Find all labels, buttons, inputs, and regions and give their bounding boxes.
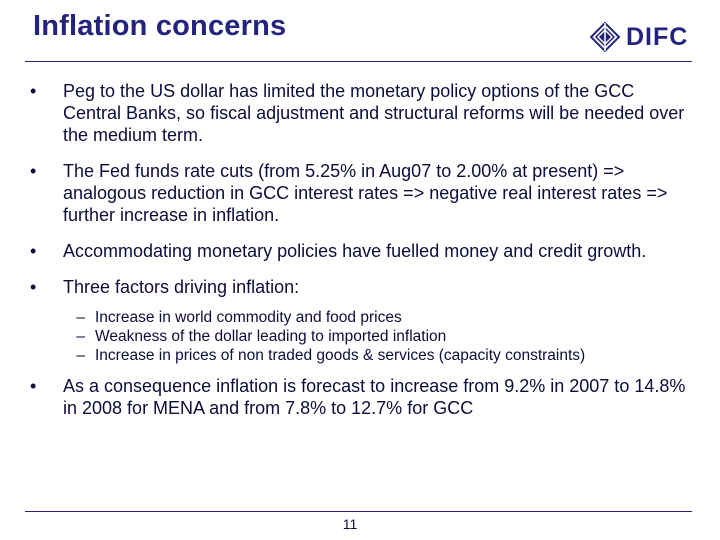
bullet-text: As a consequence inflation is forecast to increase from 9.2% in 2007 to 14.8% in 2008 for MENA and from 7.8% to 12.7% for GCC bbox=[63, 376, 686, 418]
difc-diamond-logo-icon bbox=[590, 22, 620, 52]
dash-marker: – bbox=[76, 309, 85, 326]
bullet-text: Peg to the US dollar has limited the monetary policy options of the GCC Central Banks, so fiscal adjustment and structural reforms will be needed over the medium term. bbox=[63, 81, 685, 145]
bullet-text: Accommodating monetary policies have fuelled money and credit growth. bbox=[63, 241, 647, 261]
bullet-marker: • bbox=[30, 277, 37, 297]
page-number: 11 bbox=[342, 516, 358, 532]
bullet-item bbox=[25, 276, 697, 298]
logo bbox=[590, 22, 688, 52]
bullet-marker: • bbox=[30, 241, 37, 261]
sub-bullet-item bbox=[25, 308, 697, 327]
bullet-item bbox=[25, 160, 697, 226]
dash-marker: – bbox=[76, 328, 85, 345]
bullet-item bbox=[25, 80, 697, 146]
sub-bullet-item bbox=[25, 327, 697, 346]
sub-bullet-item bbox=[25, 346, 697, 365]
bullet-marker: • bbox=[30, 376, 37, 396]
sub-bullet-list bbox=[25, 308, 697, 365]
sub-bullet-text: Weakness of the dollar leading to imported inflation bbox=[95, 328, 447, 345]
bullet-text: The Fed funds rate cuts (from 5.25% in Aug07 to 2.00% at present) => analogous reduction in GCC interest rates => negative real interest rates => further increase in inflation. bbox=[63, 161, 668, 225]
dash-marker: – bbox=[76, 347, 85, 364]
bullet-item bbox=[25, 375, 697, 419]
bullet-list bbox=[25, 80, 697, 433]
logo-text: DIFC bbox=[626, 22, 689, 51]
sub-bullet-text: Increase in world commodity and food prices bbox=[95, 309, 402, 326]
sub-bullet-text: Increase in prices of non traded goods & services (capacity constraints) bbox=[95, 347, 586, 364]
footer-divider bbox=[25, 511, 692, 512]
bullet-marker: • bbox=[30, 161, 37, 181]
page-title: Inflation concerns bbox=[33, 10, 287, 42]
bullet-text: Three factors driving inflation: bbox=[63, 277, 300, 297]
title-divider bbox=[25, 61, 692, 62]
bullet-item bbox=[25, 240, 697, 262]
bullet-marker: • bbox=[30, 81, 37, 101]
